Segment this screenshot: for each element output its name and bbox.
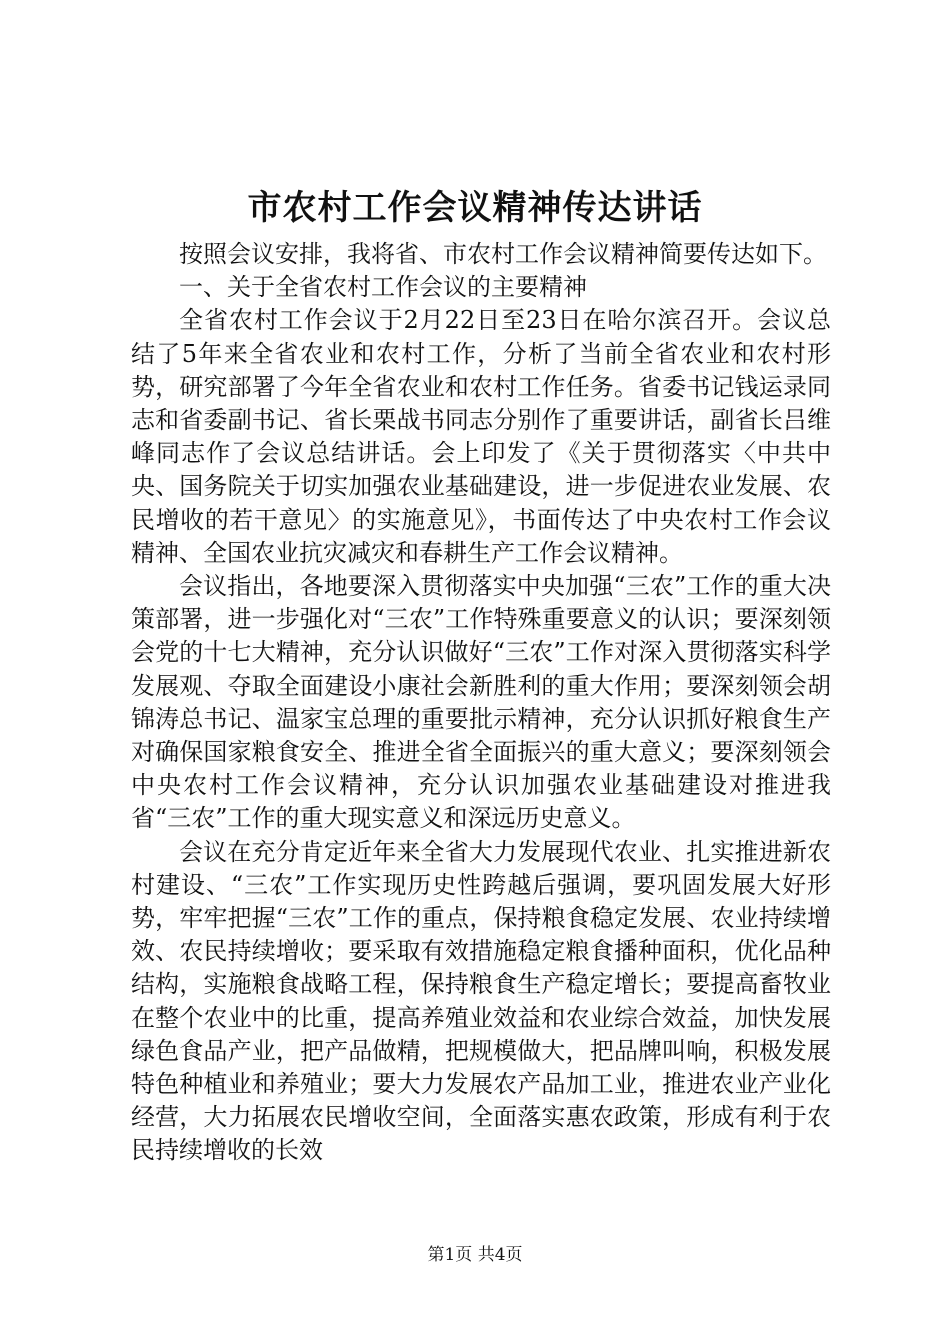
paragraph-meeting-emphasis: 会议在充分肯定近年来全省大力发展现代农业、扎实推进新农村建设、“三农”工作实现历史性跨越后强调，要巩固发展大好形势，牢牢把握“三农”工作的重点，保持粮食稳定发展、农业持续增效、农民持续增收；要采取有效措施稳定粮食播种面积，优化品种结构，实施粮食战略工程，保持粮食生产稳定增长；要提高畜牧业在整个农业中的比重，提高养殖业效益和农业综合效益，加快发展绿色食品产业，把产品做精，把规模做大，把品牌叫响，积极发展特色种植业和养殖业；要大力发展农产品加工业，推进农业产业化经营，大力拓展农民增收空间，全面落实惠农政策，形成有利于农民持续增收的长效 (131, 837, 831, 1165)
page-number-footer: 第1页 共4页 (427, 1245, 523, 1265)
section-heading-1: 一、关于全省农村工作会议的主要精神 (179, 273, 587, 302)
paragraph-meeting-points: 会议指出，各地要深入贯彻落实中央加强“三农”工作的重大决策部署，进一步强化对“三农”工作特殊重要意义的认识；要深刻领会党的十七大精神，充分认识做好“三农”工作对深入贯彻落实科学发展观、夺取全面建设小康社会新胜利的重大作用；要深刻领会胡锦涛总书记、温家宝总理的重要批示精神，充分认识抓好粮食生产对确保国家粮食安全、推进全省全面振兴的重大意义；要深刻领会中央农村工作会议精神，充分认识加强农业基础建设对推进我省“三农”工作的重大现实意义和深远历史意义。 (131, 572, 831, 833)
paragraph-meeting-summary: 全省农村工作会议于2月22日至23日在哈尔滨召开。会议总结了5年来全省农业和农村工作，分析了当前全省农业和农村形势，研究部署了今年全省农业和农村工作任务。省委书记钱运录同志和省委副书记、省长栗战书同志分别作了重要讲话，副省长吕维峰同志作了会议总结讲话。会上印发了《关于贯彻落实〈中共中央、国务院关于切实加强农业基础建设，进一步促进农业发展、农民增收的若干意见〉的实施意见》，书面传达了中央农村工作会议精神、全国农业抗灾减灾和春耕生产工作会议精神。 (131, 306, 831, 567)
document-title: 市农村工作会议精神传达讲话 (247, 188, 703, 228)
paragraph-intro: 按照会议安排，我将省、市农村工作会议精神简要传达如下。 (179, 240, 827, 268)
document-body (131, 238, 831, 1168)
